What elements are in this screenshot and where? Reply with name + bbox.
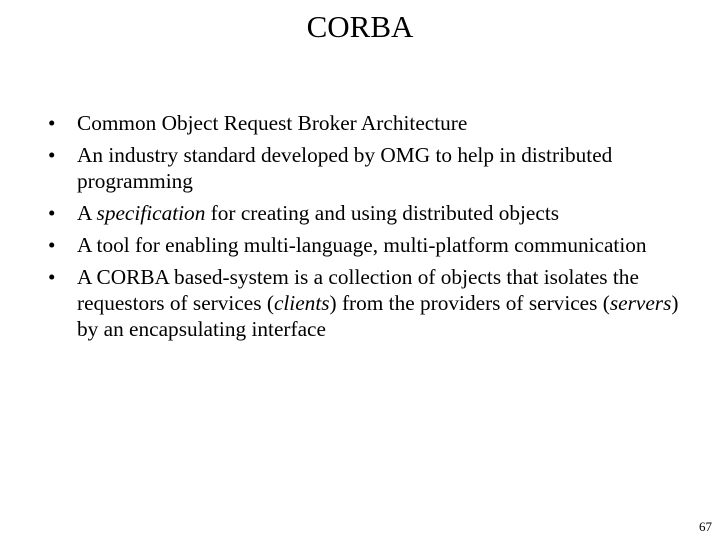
bullet-dot: •: [48, 265, 56, 289]
text-run: An industry standard developed by OMG to help in distributed programming: [77, 143, 613, 193]
text-run: A CORBA based-system is a collection of objects that isolates the requestors of services (: [77, 265, 639, 315]
bullet-text: [77, 111, 467, 135]
bullet-list: [48, 110, 698, 348]
bullet-text: [77, 265, 678, 341]
bullet-item: [48, 142, 698, 194]
bullet-dot: •: [48, 233, 56, 257]
italic-text-run: specification: [96, 201, 206, 225]
bullet-item: [48, 200, 698, 226]
italic-text-run: clients: [273, 291, 330, 315]
text-run: ) from the providers of services (: [329, 291, 610, 315]
bullet-text: [77, 143, 612, 193]
bullet-text: [77, 201, 559, 225]
text-run: for creating and using distributed objects: [205, 201, 560, 225]
slide-title: CORBA: [306, 9, 414, 44]
bullet-item: [48, 264, 698, 342]
bullet-item: [48, 110, 698, 136]
page-number: 67: [699, 519, 712, 534]
text-run: Common Object Request Broker Architecture: [77, 111, 468, 135]
bullet-dot: •: [48, 201, 56, 225]
bullet-text: [77, 233, 647, 257]
bullet-item: [48, 232, 698, 258]
text-run: A: [77, 201, 97, 225]
text-run: ) by an encapsulating interface: [77, 291, 679, 341]
text-run: A tool for enabling multi-language, multi-platform communication: [77, 233, 647, 257]
bullet-dot: •: [48, 143, 56, 167]
bullet-dot: •: [48, 111, 56, 135]
italic-text-run: servers: [609, 291, 672, 315]
